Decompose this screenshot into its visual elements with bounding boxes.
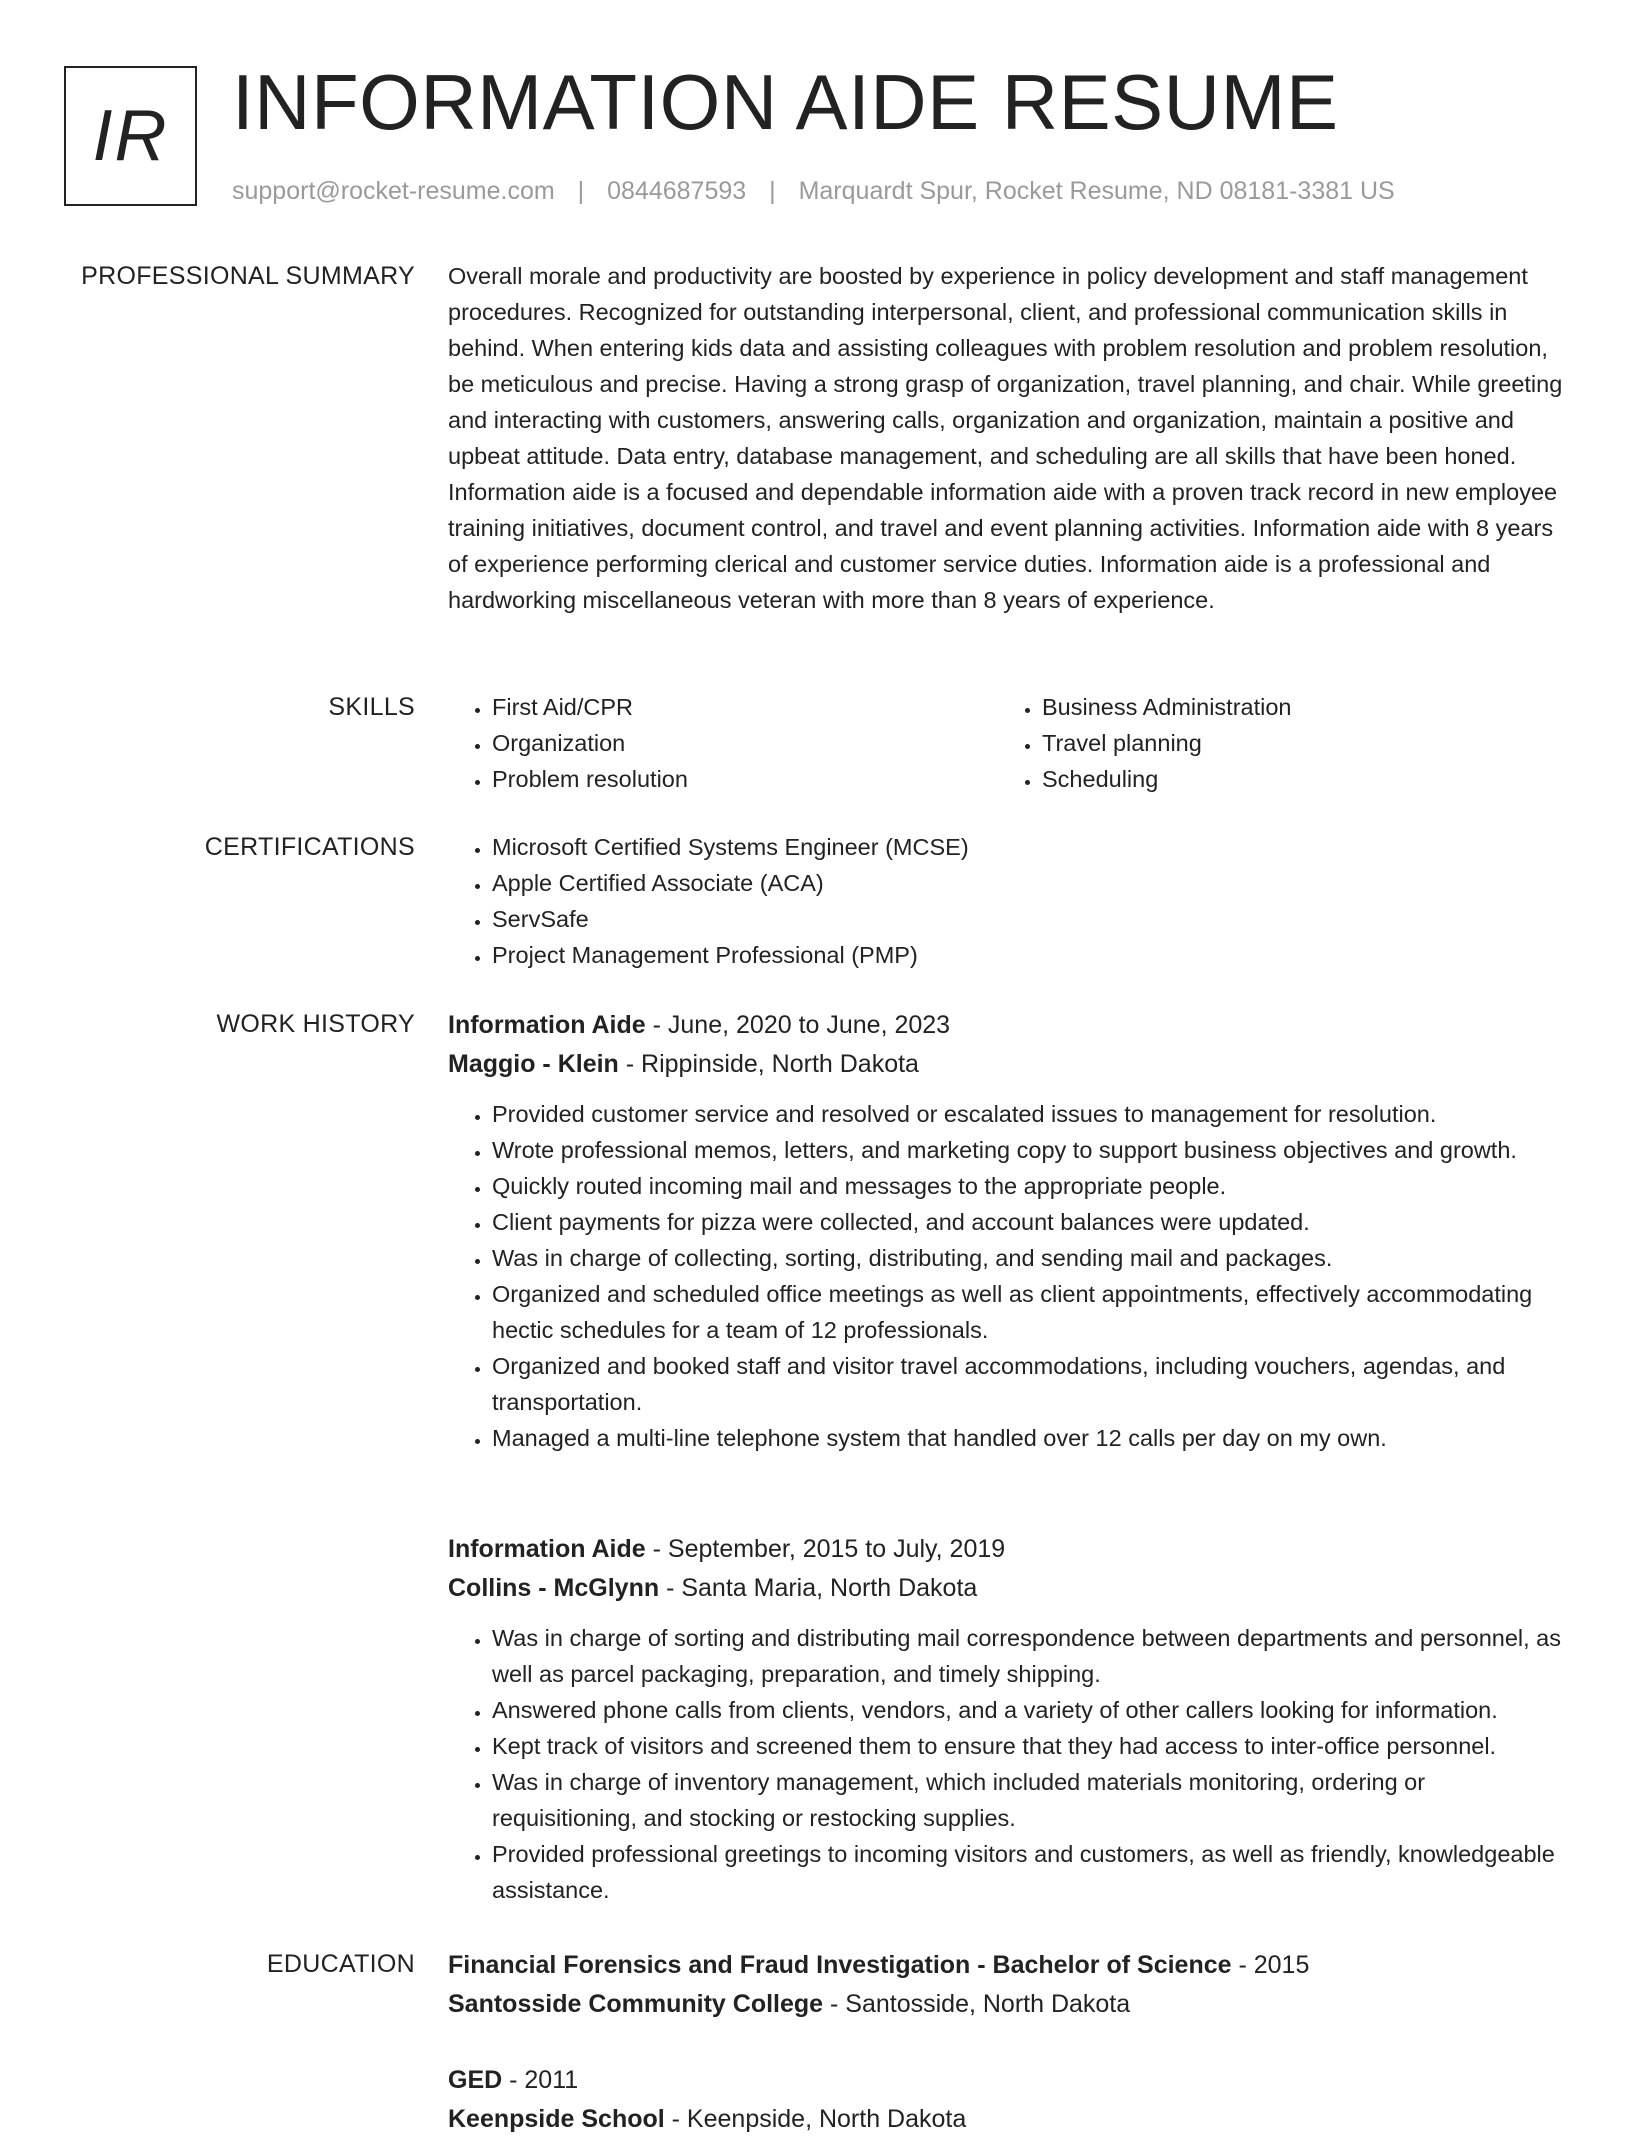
job-duty: • Quickly routed incoming mail and messages to the appropriate people.	[492, 1168, 1568, 1204]
contact-line	[232, 174, 1395, 208]
job-duty: • Managed a multi-line telephone system that handled over 12 calls per day on my own.	[492, 1420, 1568, 1456]
education-location: - Santosside, North Dakota	[823, 1990, 1131, 2018]
skills-list	[448, 689, 998, 797]
job-title: Information Aide	[448, 1011, 646, 1039]
job-title-line	[448, 1530, 1568, 1569]
education-year: - 2011	[502, 2066, 579, 2094]
section-heading-certifications: CERTIFICATIONS	[204, 833, 415, 861]
job-duty: • Organized and booked staff and visitor travel accommodations, including vouchers, agendas, and transportation.	[492, 1348, 1568, 1420]
skill-item: • Travel planning	[1042, 725, 1548, 761]
education-degree-line	[448, 2061, 1568, 2100]
contact-address: Marquardt Spur, Rocket Resume, ND 08181-3381 US	[798, 177, 1395, 205]
section-heading-education: EDUCATION	[266, 1950, 415, 1978]
job-company: Maggio - Klein	[448, 1050, 619, 1078]
education-school-line	[448, 2100, 1568, 2139]
work-history-body	[448, 1530, 1568, 1908]
contact-phone[interactable]: 0844687593	[607, 177, 747, 205]
job-duty: • Kept track of visitors and screened them to ensure that they had access to inter-office personnel.	[492, 1728, 1568, 1764]
job-duty: • Wrote professional memos, letters, and marketing copy to support business objectives and growth.	[492, 1132, 1568, 1168]
monogram-initials: IR	[92, 96, 169, 176]
job-duty: • Was in charge of inventory management, which included materials monitoring, ordering or requisitioning, and stocking or restocking supplies.	[492, 1764, 1568, 1836]
resume-title: INFORMATION AIDE RESUME	[232, 58, 1339, 146]
education-body	[448, 1946, 1568, 2139]
skills-list	[998, 689, 1548, 797]
skill-item: • Business Administration	[1042, 689, 1548, 725]
job-title: Information Aide	[448, 1535, 646, 1563]
education-year: - 2015	[1231, 1951, 1310, 1979]
education-degree: Financial Forensics and Fraud Investigation - Bachelor of Science	[448, 1951, 1232, 1979]
education-school: Keenpside School	[448, 2105, 665, 2133]
skill-item: • Problem resolution	[492, 761, 998, 797]
skill-item: • Scheduling	[1042, 761, 1548, 797]
section-heading-skills: SKILLS	[328, 693, 415, 721]
job-duty: • Provided customer service and resolved or escalated issues to management for resolution.	[492, 1096, 1568, 1132]
certifications-body	[448, 829, 1568, 973]
section-heading-work-history: WORK HISTORY	[216, 1010, 415, 1038]
skill-item: • First Aid/CPR	[492, 689, 998, 725]
certification-item: • Microsoft Certified Systems Engineer (MCSE)	[492, 829, 1568, 865]
certifications-list	[448, 829, 1568, 973]
job-dates: - September, 2015 to July, 2019	[645, 1535, 1006, 1563]
job-duty: • Provided professional greetings to incoming visitors and customers, as well as friendly, knowledgeable assistance.	[492, 1836, 1568, 1908]
job-entry	[448, 1006, 1568, 1456]
job-duty: • Organized and scheduled office meetings as well as client appointments, effectively accommodating hectic schedules for a team of 12 professionals.	[492, 1276, 1568, 1348]
education-degree-line	[448, 1946, 1568, 1985]
skill-item: • Organization	[492, 725, 998, 761]
certification-item: • ServSafe	[492, 901, 1568, 937]
job-duties-list	[448, 1096, 1568, 1456]
education-location: - Keenpside, North Dakota	[664, 2105, 967, 2133]
skills-column-2	[998, 689, 1548, 797]
summary-text: Overall morale and productivity are boosted by experience in policy development and staff management procedures. Recognized for outstanding interpersonal, client, and professional communication skills in behind. When entering kids data and assisting colleagues with problem resolution and problem resolution, be meticulous and precise. Having a strong grasp of organization, travel planning, and chair. While greeting and interacting with customers, answering calls, organization and organization, maintain a positive and upbeat attitude. Data entry, database management, and scheduling are all skills that have been honed. Information aide is a focused and dependable information aide with a proven track record in new employee training initiatives, document control, and travel and event planning activities. Information aide with 8 years of experience performing clerical and customer service duties. Information aide is a professional and hardworking miscellaneous veteran with more than 8 years of experience.	[448, 263, 1563, 613]
education-degree: GED	[448, 2066, 503, 2094]
contact-separator: |	[769, 177, 776, 205]
education-school: Santosside Community College	[448, 1990, 824, 2018]
job-duties-list	[448, 1620, 1568, 1908]
job-company-line	[448, 1045, 1568, 1084]
job-location: - Rippinside, North Dakota	[618, 1050, 919, 1078]
education-entry	[448, 1946, 1568, 2024]
job-entry	[448, 1530, 1568, 1908]
education-school-line	[448, 1985, 1568, 2024]
skills-grid	[448, 689, 1568, 797]
monogram-logo	[64, 66, 197, 206]
contact-email[interactable]: support@rocket-resume.com	[232, 177, 555, 205]
contact-separator: |	[577, 177, 585, 205]
certification-item: • Project Management Professional (PMP)	[492, 937, 1568, 973]
job-company-line	[448, 1569, 1568, 1608]
job-dates: - June, 2020 to June, 2023	[645, 1011, 951, 1039]
job-location: - Santa Maria, North Dakota	[659, 1574, 978, 1602]
job-duty: • Client payments for pizza were collected, and account balances were updated.	[492, 1204, 1568, 1240]
work-history-body	[448, 1006, 1568, 1456]
job-duty: • Was in charge of collecting, sorting, distributing, and sending mail and packages.	[492, 1240, 1568, 1276]
job-duty: • Was in charge of sorting and distributing mail correspondence between departments and personnel, as well as parcel packaging, preparation, and timely shipping.	[492, 1620, 1568, 1692]
job-company: Collins - McGlynn	[448, 1574, 660, 1602]
education-entry	[448, 2061, 1568, 2139]
summary-body	[448, 258, 1568, 618]
certification-item: • Apple Certified Associate (ACA)	[492, 865, 1568, 901]
skills-column-1	[448, 689, 998, 797]
section-heading-summary: PROFESSIONAL SUMMARY	[81, 262, 415, 290]
job-duty: • Answered phone calls from clients, vendors, and a variety of other callers looking for information.	[492, 1692, 1568, 1728]
job-title-line	[448, 1006, 1568, 1045]
